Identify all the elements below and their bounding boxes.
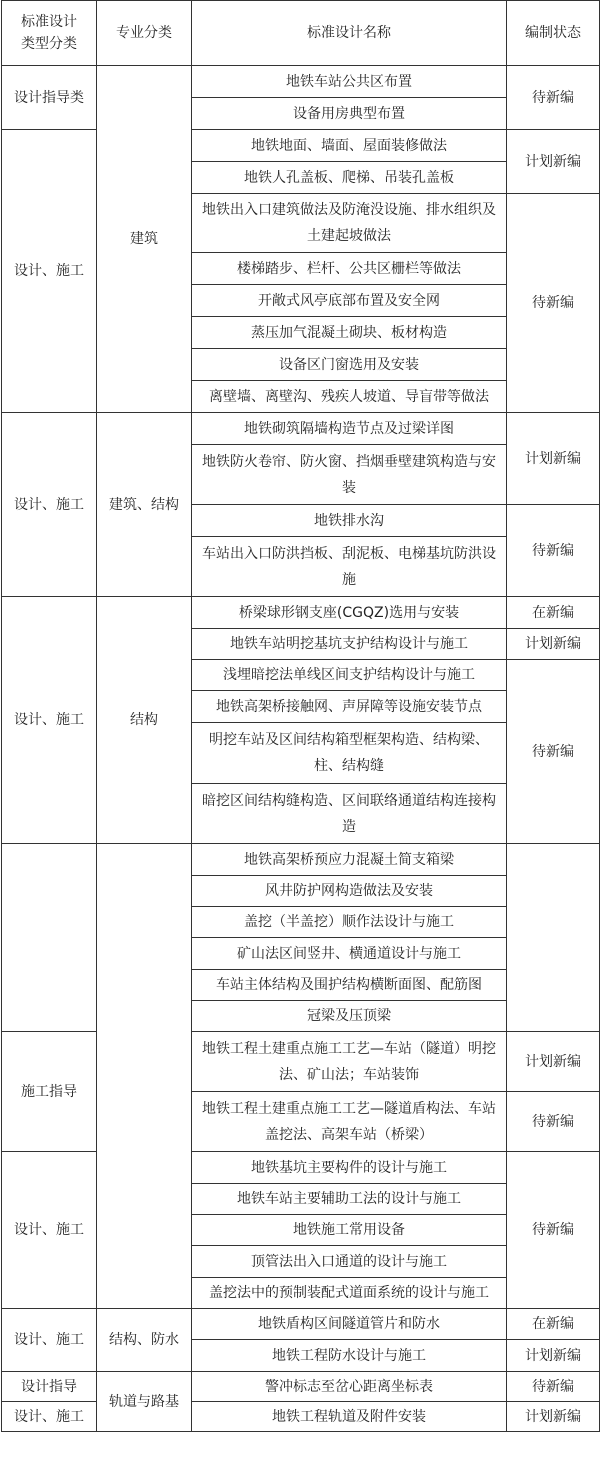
major-cell-empty — [97, 844, 192, 1309]
status-cell: 待新编 — [507, 660, 600, 844]
major-cell: 轨道与路基 — [97, 1372, 192, 1432]
major-cell: 建筑、结构 — [97, 413, 192, 597]
design-name-cell: 风井防护网构造做法及安装 — [192, 876, 507, 907]
design-name-cell: 地铁砌筑隔墙构造节点及过梁详图 — [192, 413, 507, 445]
table-row — [2, 66, 600, 98]
design-type-cell: 施工指导 — [2, 1032, 97, 1152]
design-name-cell: 冠梁及压顶梁 — [192, 1001, 507, 1032]
design-name-cell: 浅埋暗挖法单线区间支护结构设计与施工 — [192, 660, 507, 691]
status-cell: 在新编 — [507, 597, 600, 629]
design-name-cell: 地铁工程防水设计与施工 — [192, 1340, 507, 1372]
design-name-cell: 地铁高架桥预应力混凝土简支箱梁 — [192, 844, 507, 876]
design-name-cell: 矿山法区间竖井、横通道设计与施工 — [192, 938, 507, 970]
design-name-cell: 地铁车站公共区布置 — [192, 66, 507, 98]
table-row — [2, 1372, 600, 1402]
design-name-cell: 开敞式风亭底部布置及安全网 — [192, 285, 507, 317]
header-design-type: 标准设计 类型分类 — [2, 1, 97, 66]
design-type-cell: 设计、施工 — [2, 130, 97, 413]
design-type-cell: 设计指导类 — [2, 66, 97, 130]
design-type-cell: 设计指导 — [2, 1372, 97, 1402]
table-row — [2, 1032, 600, 1092]
status-cell: 计划新编 — [507, 1032, 600, 1092]
major-cell: 结构 — [97, 597, 192, 844]
table-row — [2, 1152, 600, 1184]
design-name-cell: 地铁施工常用设备 — [192, 1215, 507, 1246]
design-name-cell: 楼梯踏步、栏杆、公共区栅栏等做法 — [192, 253, 507, 285]
design-type-cell: 设计、施工 — [2, 1309, 97, 1372]
status-cell: 待新编 — [507, 1152, 600, 1309]
design-name-cell: 设备区门窗选用及安装 — [192, 349, 507, 381]
design-name-cell: 地铁防火卷帘、防火窗、挡烟垂壁建筑构造与安装 — [192, 445, 507, 505]
design-name-cell: 离壁墙、离壁沟、残疾人坡道、导盲带等做法 — [192, 381, 507, 413]
design-name-cell: 盖挖（半盖挖）顺作法设计与施工 — [192, 907, 507, 938]
status-cell: 计划新编 — [507, 629, 600, 660]
status-cell: 计划新编 — [507, 1340, 600, 1372]
design-name-cell: 警冲标志至岔心距离坐标表 — [192, 1372, 507, 1402]
design-name-cell: 车站主体结构及围护结构横断面图、配筋图 — [192, 970, 507, 1001]
status-cell: 待新编 — [507, 66, 600, 130]
design-name-cell: 设备用房典型布置 — [192, 98, 507, 130]
design-type-cell: 设计、施工 — [2, 413, 97, 597]
design-name-cell: 地铁排水沟 — [192, 505, 507, 537]
design-name-cell: 明挖车站及区间结构箱型框架构造、结构梁、柱、结构缝 — [192, 723, 507, 784]
design-name-cell: 地铁车站主要辅助工法的设计与施工 — [192, 1184, 507, 1215]
status-cell: 待新编 — [507, 194, 600, 413]
status-cell: 待新编 — [507, 505, 600, 597]
design-name-cell: 顶管法出入口通道的设计与施工 — [192, 1246, 507, 1278]
header-design-name: 标准设计名称 — [192, 1, 507, 66]
table-row — [2, 130, 600, 162]
design-name-cell: 地铁工程土建重点施工工艺—隧道盾构法、车站盖挖法、高架车站（桥梁） — [192, 1092, 507, 1152]
design-name-cell: 地铁出入口建筑做法及防淹没设施、排水组织及土建起坡做法 — [192, 194, 507, 253]
table-row — [2, 597, 600, 629]
design-name-cell: 地铁基坑主要构件的设计与施工 — [192, 1152, 507, 1184]
table-row — [2, 413, 600, 445]
design-name-cell: 地铁盾构区间隧道管片和防水 — [192, 1309, 507, 1340]
design-name-cell: 地铁人孔盖板、爬梯、吊装孔盖板 — [192, 162, 507, 194]
design-type-cell: 设计、施工 — [2, 597, 97, 844]
design-type-cell: 设计、施工 — [2, 1152, 97, 1309]
status-cell: 计划新编 — [507, 130, 600, 194]
design-name-cell: 地铁地面、墙面、屋面装修做法 — [192, 130, 507, 162]
table-header-row — [2, 1, 600, 66]
major-cell: 建筑 — [97, 66, 192, 413]
design-name-cell: 地铁工程轨道及附件安装 — [192, 1402, 507, 1432]
major-cell: 结构、防水 — [97, 1309, 192, 1372]
status-cell: 待新编 — [507, 1092, 600, 1152]
design-name-cell: 蒸压加气混凝土砌块、板材构造 — [192, 317, 507, 349]
design-name-cell: 地铁车站明挖基坑支护结构设计与施工 — [192, 629, 507, 660]
table-row — [2, 1309, 600, 1340]
design-name-cell: 车站出入口防洪挡板、刮泥板、电梯基坑防洪设施 — [192, 537, 507, 597]
table-row — [2, 844, 600, 876]
design-name-cell: 盖挖法中的预制装配式道面系统的设计与施工 — [192, 1278, 507, 1309]
status-cell-empty — [507, 844, 600, 1032]
design-name-cell: 暗挖区间结构缝构造、区间联络通道结构连接构造 — [192, 784, 507, 844]
design-name-cell: 桥梁球形钢支座(CGQZ)选用与安装 — [192, 597, 507, 629]
status-cell: 在新编 — [507, 1309, 600, 1340]
header-status: 编制状态 — [507, 1, 600, 66]
header-major: 专业分类 — [97, 1, 192, 66]
status-cell: 待新编 — [507, 1372, 600, 1402]
table-row — [2, 1402, 600, 1432]
design-name-cell: 地铁工程土建重点施工工艺—车站（隧道）明挖法、矿山法；车站装饰 — [192, 1032, 507, 1092]
standard-design-table — [1, 0, 600, 1432]
design-type-cell: 设计、施工 — [2, 1402, 97, 1432]
design-type-cell-empty — [2, 844, 97, 1032]
status-cell: 计划新编 — [507, 413, 600, 505]
status-cell: 计划新编 — [507, 1402, 600, 1432]
design-name-cell: 地铁高架桥接触网、声屏障等设施安装节点 — [192, 691, 507, 723]
